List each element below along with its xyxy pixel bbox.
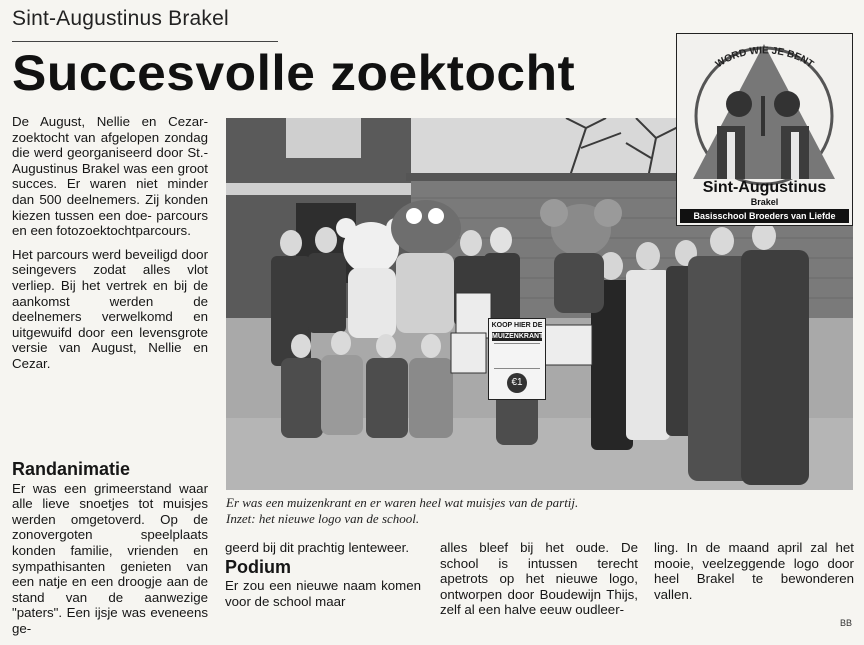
kicker-rule	[12, 41, 278, 42]
paragraph-column-4: ling. In de maand april zal het mooie, veelzeggende logo door heel Brakel te bewonderen vallen.	[654, 540, 854, 602]
photo-caption	[226, 495, 856, 527]
paragraph-randanimatie: Er was een grimeerstand waar alle lieve snoetjes tot muisjes werden omgetoverd. Op de zonovergoten speelplaats konden familie, vrienden en sympathisanten genieten van een natje en een droogje aan de stand van de aanwezige "paters". Een ijsje was eveneens ge-	[12, 480, 208, 636]
article-column-4	[654, 540, 854, 610]
muizenkrant-sign	[488, 318, 546, 400]
sign-text-lines	[494, 343, 540, 369]
sign-line-1: KOOP HIER DE	[491, 322, 543, 329]
paragraph-podium: Er zou een nieuwe naam komen voor de school maar	[225, 578, 421, 609]
sign-line-2: MUIZENKRANT	[492, 333, 544, 340]
caption-line-1: Er was een muizenkrant en er waren heel wat muisjes van de partij.	[226, 495, 579, 510]
subhead-randanimatie: Randanimatie	[12, 459, 131, 479]
svg-text:WORD WIE JE BENT: WORD WIE JE BENT	[713, 45, 816, 71]
logo-subtitle: Basisschool Broeders van Liefde	[680, 209, 849, 223]
article-column-1	[12, 114, 208, 380]
author-credit: BB	[839, 618, 852, 628]
logo-place: Brakel	[750, 197, 779, 207]
logo-arc-text	[677, 34, 852, 94]
paragraph-parcours: Het parcours werd beveiligd door seingevers zodat alles vlot verliep. Bij het vertrek en bij de aankomst werden de deelnemers verwelkomd en uitgewuifd door een levensgrote versie van August, Nellie en Cezar.	[12, 246, 208, 371]
logo-name: Sint-Augustinus	[702, 179, 827, 196]
article-column-3	[440, 540, 638, 626]
paragraph-column-3: alles bleef bij het oude. De school is intussen terecht apetrots op het nieuwe logo, ontworpen door Boudewijn Thijs, zelf al een halve eeuw oudleer-	[440, 540, 638, 618]
headline: Succesvolle zoektocht	[12, 45, 576, 101]
article-column-2	[225, 540, 421, 617]
article-column-1-bottom	[12, 456, 208, 645]
sign-price: €1	[507, 373, 527, 393]
paragraph-column-2-start: geerd bij dit prachtig lenteweer.	[225, 540, 410, 555]
caption-line-2: Inzet: het nieuwe logo van de school.	[226, 511, 420, 526]
subhead-podium: Podium	[225, 556, 291, 577]
school-logo-inset	[676, 33, 853, 226]
section-kicker: Sint-Augustinus Brakel	[12, 7, 229, 30]
paragraph-intro: De August, Nellie en Cezar-zoektocht van afgelopen zondag die werd georganiseerd door St.-Augustinus Brakel was een groot succes. Er waren niet minder dan 500 deelnemers. Zij konden kiezen tussen een doe- parcours en een fotozoektochtparcours.	[12, 114, 208, 239]
